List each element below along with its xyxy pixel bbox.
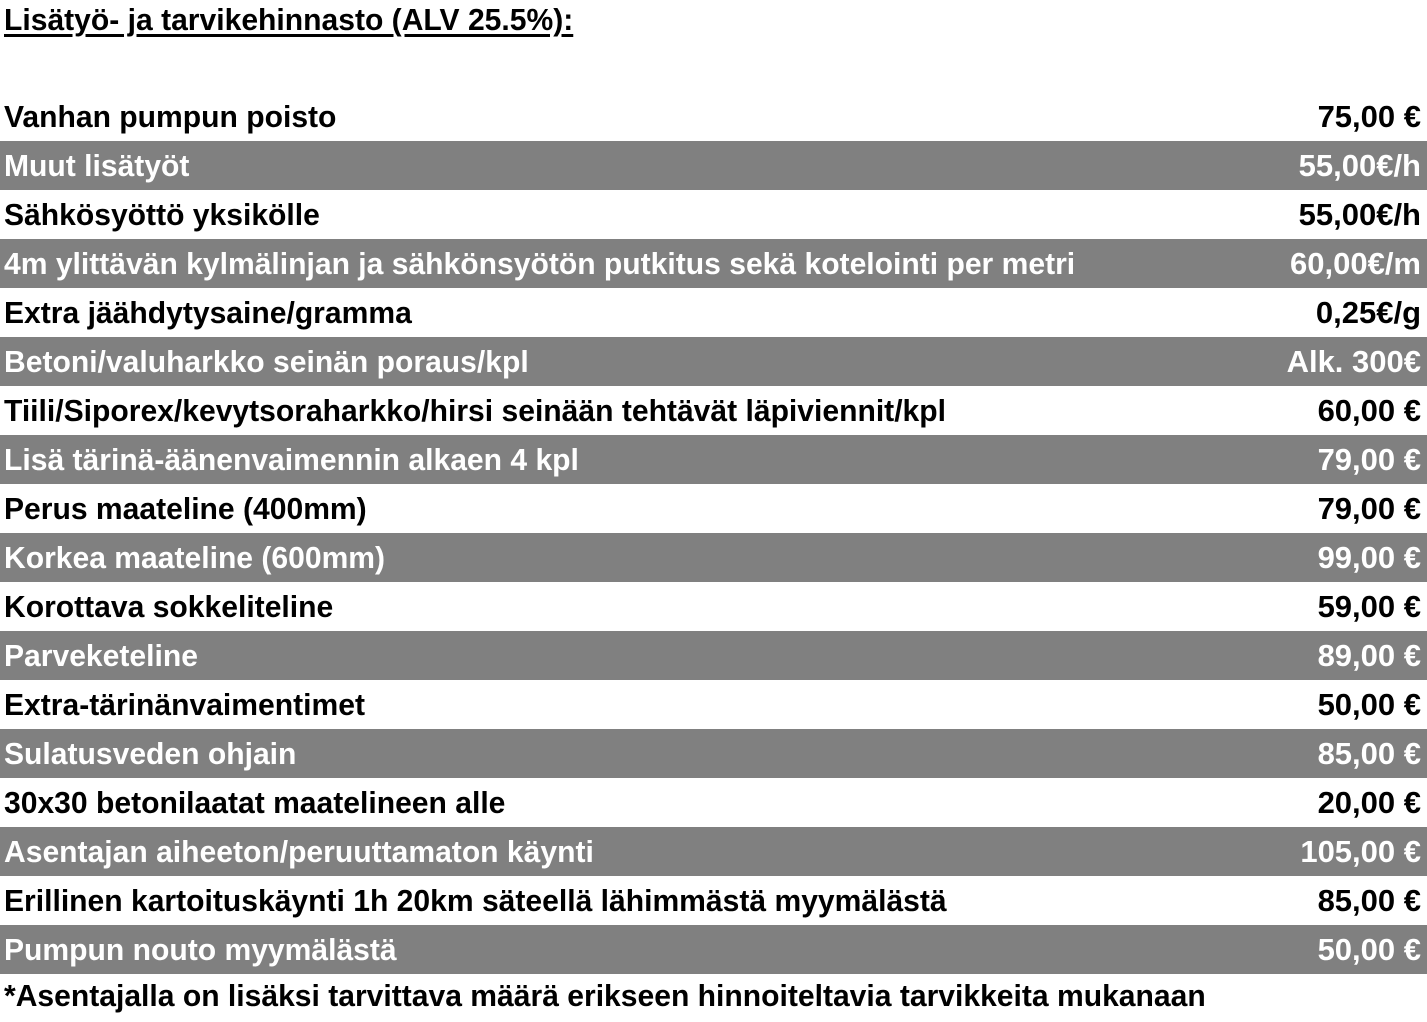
row-price: 60,00€/m (1290, 245, 1421, 281)
row-label: Pumpun nouto myymälästä (4, 931, 397, 967)
row-price: 20,00 € (1317, 784, 1421, 820)
row-price: 99,00 € (1317, 539, 1421, 575)
table-row (0, 533, 1427, 582)
row-price: 55,00€/h (1298, 147, 1421, 183)
row-price: 59,00 € (1317, 588, 1421, 624)
footnote: *Asentajalla on lisäksi tarvittava määrä erikseen hinnoiteltavia tarvikkeita mukanaan (4, 978, 1206, 1013)
row-price: Alk. 300€ (1286, 343, 1421, 379)
row-label: 30x30 betonilaatat maatelineen alle (4, 784, 506, 820)
row-price: 79,00 € (1317, 441, 1421, 477)
row-label: Sulatusveden ohjain (4, 735, 297, 771)
row-label: Extra jäähdytysaine/gramma (4, 294, 412, 330)
row-price: 60,00 € (1317, 392, 1421, 428)
row-label: Korottava sokkeliteline (4, 588, 334, 624)
table-row (0, 827, 1427, 876)
row-price: 50,00 € (1317, 686, 1421, 722)
row-price: 89,00 € (1317, 637, 1421, 673)
table-row (0, 778, 1427, 827)
row-label: Sähkösyöttö yksikölle (4, 196, 320, 232)
row-label: Vanhan pumpun poisto (4, 98, 337, 134)
table-row (0, 337, 1427, 386)
table-row (0, 680, 1427, 729)
table-row (0, 190, 1427, 239)
row-price: 55,00€/h (1298, 196, 1421, 232)
price-table (0, 92, 1427, 974)
row-price: 0,25€/g (1315, 294, 1421, 330)
row-label: Perus maateline (400mm) (4, 490, 367, 526)
table-row (0, 925, 1427, 974)
table-row (0, 631, 1427, 680)
row-label: Lisä tärinä-äänenvaimennin alkaen 4 kpl (4, 441, 579, 477)
row-label: Tiili/Siporex/kevytsoraharkko/hirsi seinään tehtävät läpiviennit/kpl (4, 392, 947, 428)
table-row (0, 876, 1427, 925)
row-label: Korkea maateline (600mm) (4, 539, 386, 575)
row-label: Betoni/valuharkko seinän poraus/kpl (4, 343, 529, 379)
row-price: 79,00 € (1317, 490, 1421, 526)
table-row (0, 386, 1427, 435)
row-label: Erillinen kartoituskäynti 1h 20km säteellä lähimmästä myymälästä (4, 882, 947, 918)
row-price: 50,00 € (1317, 931, 1421, 967)
table-row (0, 582, 1427, 631)
row-label: Parveketeline (4, 637, 198, 673)
row-label: Asentajan aiheeton/peruuttamaton käynti (4, 833, 594, 869)
table-row (0, 141, 1427, 190)
page-title: Lisätyö- ja tarvikehinnasto (ALV 25.5%): (4, 2, 574, 37)
row-price: 105,00 € (1300, 833, 1421, 869)
table-row (0, 92, 1427, 141)
table-row (0, 435, 1427, 484)
row-price: 85,00 € (1317, 735, 1421, 771)
row-price: 85,00 € (1317, 882, 1421, 918)
table-row (0, 484, 1427, 533)
table-row (0, 239, 1427, 288)
table-row (0, 729, 1427, 778)
row-label: Muut lisätyöt (4, 147, 190, 183)
table-row (0, 288, 1427, 337)
row-price: 75,00 € (1317, 98, 1421, 134)
row-label: Extra-tärinänvaimentimet (4, 686, 365, 722)
row-label: 4m ylittävän kylmälinjan ja sähkönsyötön putkitus sekä kotelointi per metri (4, 245, 1076, 281)
